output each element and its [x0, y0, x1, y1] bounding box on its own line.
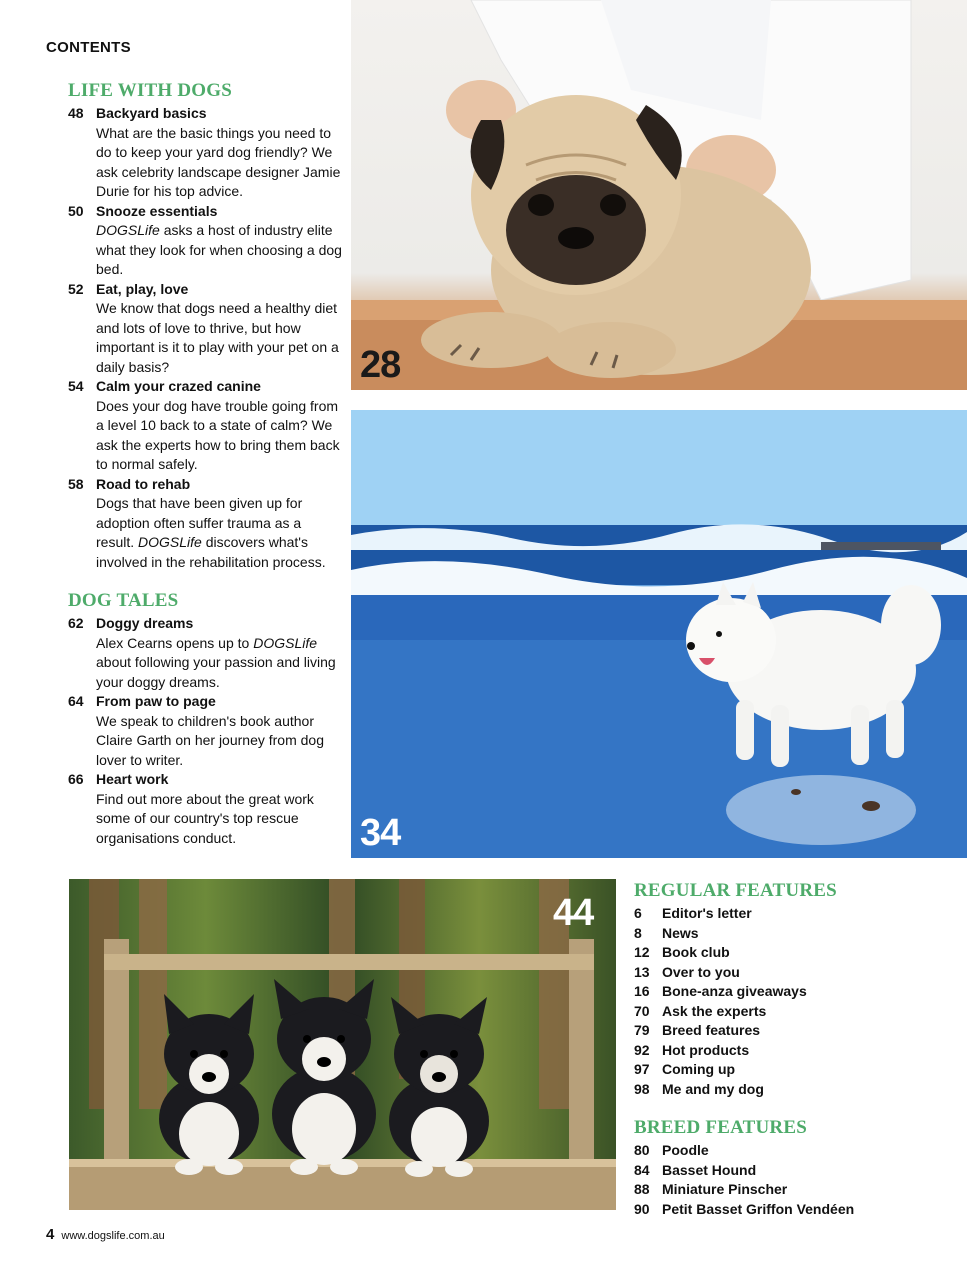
- toc-entry[interactable]: [634, 1041, 954, 1061]
- section-title-breed-features: BREED FEATURES: [634, 1117, 807, 1138]
- toc-entry[interactable]: [634, 943, 954, 963]
- toc-entry-title: Calm your crazed canine: [96, 378, 261, 394]
- section-title-dog-tales: DOG TALES: [68, 590, 179, 611]
- page-footer: [46, 1226, 165, 1243]
- contents-heading: CONTENTS: [46, 39, 131, 56]
- toc-entry[interactable]: [68, 280, 343, 378]
- toc-entry[interactable]: [68, 614, 343, 692]
- toc-entry[interactable]: [634, 1161, 954, 1181]
- toc-page-number: 8: [634, 924, 642, 941]
- toc-entry-title: Ask the experts: [662, 1002, 767, 1019]
- toc-page-number: 54: [68, 378, 84, 394]
- toc-entry-title: Doggy dreams: [96, 615, 194, 631]
- toc-entry-desc: DOGSLife asks a host of industry elite what they look for when choosing a dog bed.: [96, 222, 342, 277]
- toc-entry[interactable]: [68, 202, 343, 280]
- beach-photo[interactable]: [351, 410, 967, 858]
- toc-page-number: 52: [68, 280, 84, 297]
- toc-entry-title: From paw to page: [96, 693, 216, 709]
- toc-entry[interactable]: [634, 924, 954, 944]
- toc-entry-title: Basset Hound: [662, 1161, 757, 1178]
- page-number: 4: [46, 1226, 55, 1243]
- toc-entry-desc: We speak to children's book author Claire Garth on her journey from dog lover to writer.: [96, 712, 324, 768]
- toc-entry-title: Coming up: [662, 1061, 736, 1077]
- toc-entry-title: Snooze essentials: [96, 202, 218, 219]
- left-column: [68, 80, 343, 848]
- toc-entry-title: Backyard basics: [96, 105, 207, 121]
- toc-page-number: 66: [68, 771, 84, 787]
- beach-illustration: [351, 410, 967, 858]
- section-title-regular-features: REGULAR FEATURES: [634, 880, 837, 901]
- magazine-name: DOGSLife: [96, 222, 160, 238]
- toc-page-number: 88: [634, 1181, 650, 1197]
- toc-page-number: 92: [634, 1041, 650, 1058]
- section-title-life-with-dogs: LIFE WITH DOGS: [68, 80, 232, 101]
- toc-entry-title: Poodle: [662, 1142, 709, 1158]
- toc-page-number: 58: [68, 475, 84, 492]
- toc-entry-title: Petit Basset Griffon Vendéen: [662, 1200, 855, 1217]
- pug-photo[interactable]: [351, 0, 967, 390]
- pug-illustration: [351, 0, 967, 390]
- toc-entry-desc: Does your dog have trouble going from a level 10 back to a state of calm? We ask the experts how to bring them back to normal safely.: [96, 397, 340, 472]
- toc-entry-title: Editor's letter: [662, 905, 752, 921]
- toc-entry[interactable]: [634, 1180, 954, 1200]
- toc-page-number: 84: [634, 1161, 650, 1178]
- toc-entry[interactable]: [634, 1021, 954, 1041]
- toc-entry-title: Hot products: [662, 1041, 750, 1058]
- toc-entry[interactable]: [634, 1080, 954, 1100]
- toc-entry-desc: Find out more about the great work some of our country's top rescue organisations conduct.: [96, 790, 314, 846]
- toc-entry-desc: What are the basic things you need to do to keep your yard dog friendly? We ask celebrity landscape designer Jamie Durie for his top advice.: [96, 124, 341, 199]
- toc-entry-title: News: [662, 924, 699, 941]
- toc-page-number: 98: [634, 1080, 650, 1097]
- toc-entry-title: Road to rehab: [96, 475, 191, 492]
- toc-entry[interactable]: [634, 1200, 954, 1220]
- toc-page-number: 90: [634, 1200, 650, 1217]
- toc-entry-title: Bone-anza giveaways: [662, 983, 807, 999]
- toc-page-number: 12: [634, 944, 650, 960]
- toc-page-number: 13: [634, 963, 650, 980]
- toc-entry[interactable]: [634, 982, 954, 1002]
- toc-entry-title: Miniature Pinscher: [662, 1181, 788, 1197]
- toc-entry-desc: We know that dogs need a healthy diet and lots of love to thrive, but how important is it to play with your pet on a daily basis?: [96, 300, 339, 375]
- toc-entry[interactable]: [68, 770, 343, 848]
- toc-entry[interactable]: [68, 475, 343, 573]
- feature-page-number: 44: [553, 892, 594, 934]
- toc-page-number: 64: [68, 693, 84, 709]
- toc-page-number: 50: [68, 202, 84, 219]
- magazine-name: DOGSLife: [253, 634, 318, 651]
- toc-page-number: 62: [68, 615, 84, 631]
- toc-entry[interactable]: [634, 1060, 954, 1080]
- toc-entry-title: Heart work: [96, 771, 169, 787]
- right-column: [634, 880, 954, 1219]
- toc-page-number: 70: [634, 1002, 650, 1019]
- toc-page-number: 48: [68, 105, 84, 121]
- feature-page-number: 28: [360, 344, 401, 386]
- toc-page-number: 16: [634, 983, 650, 999]
- toc-entry-title: Eat, play, love: [96, 280, 189, 297]
- toc-page-number: 79: [634, 1022, 650, 1038]
- toc-entry[interactable]: [68, 377, 343, 475]
- puppies-photo[interactable]: [69, 879, 616, 1210]
- toc-entry[interactable]: [68, 104, 343, 202]
- feature-page-number: 34: [360, 812, 401, 854]
- toc-page-number: 80: [634, 1142, 650, 1158]
- toc-entry-title: Book club: [662, 944, 730, 960]
- toc-entry-title: Me and my dog: [662, 1080, 764, 1097]
- magazine-name: DOGSLife: [138, 534, 202, 550]
- toc-entry[interactable]: [634, 1141, 954, 1161]
- toc-page-number: 6: [634, 905, 642, 921]
- toc-entry[interactable]: [68, 692, 343, 770]
- toc-entry-title: Breed features: [662, 1022, 761, 1038]
- toc-entry[interactable]: [634, 904, 954, 924]
- toc-entry[interactable]: [634, 1002, 954, 1022]
- website-url[interactable]: www.dogslife.com.au: [61, 1230, 165, 1242]
- toc-entry-title: Over to you: [662, 963, 740, 980]
- puppies-illustration: [69, 879, 616, 1210]
- toc-entry-desc: Alex Cearns opens up to DOGSLife about following your passion and living your doggy dreams.: [96, 634, 336, 690]
- toc-page-number: 97: [634, 1061, 650, 1077]
- toc-entry-desc: Dogs that have been given up for adoption often suffer trauma as a result. DOGSLife discovers what's involved in the rehabilitation process.: [96, 495, 326, 570]
- toc-entry[interactable]: [634, 963, 954, 983]
